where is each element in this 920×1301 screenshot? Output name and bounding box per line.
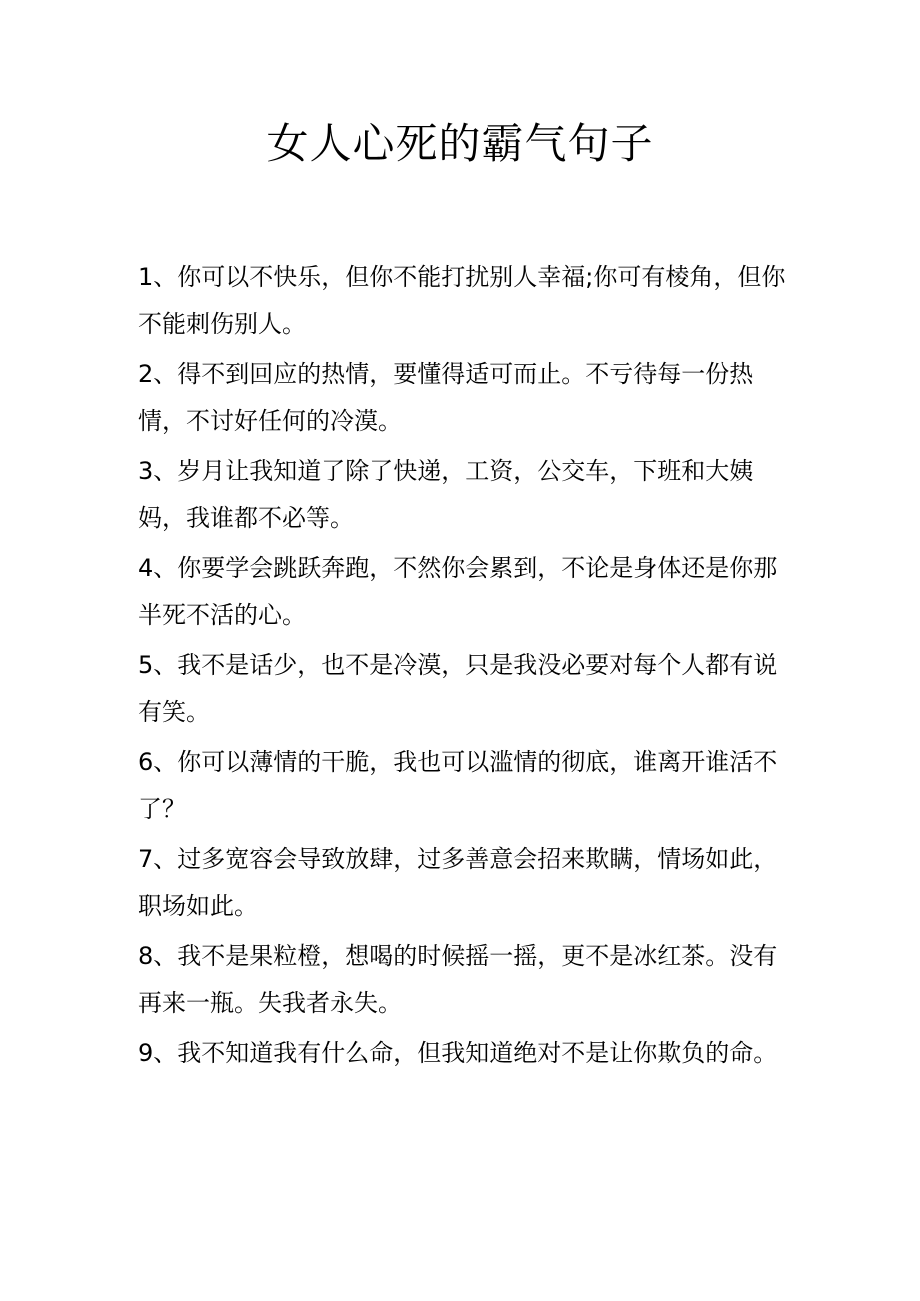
quote-item-8: 8、我不是果粒橙，想喝的时候摇一摇，更不是冰红茶。没有再来一瓶。失我者永失。 [138,942,778,1017]
quote-item-1: 1、你可以不快乐，但你不能打扰别人幸福;你可有棱角，但你不能刺伤别人。 [138,263,786,338]
document-title: 女人心死的霸气句子 [266,119,654,168]
quote-item-7: 7、过多宽容会导致放肆，过多善意会招来欺瞒，情场如此，职场如此。 [138,845,778,920]
quote-item-6: 6、你可以薄情的干脆，我也可以滥情的彻底，谁离开谁活不了？ [138,748,778,823]
quote-item-2: 2、得不到回应的热情，要懂得适可而止。不亏待每一份热情，不讨好任何的冷漠。 [138,360,754,435]
quote-item-5: 5、我不是话少，也不是冷漠，只是我没必要对每个人都有说有笑。 [138,651,778,726]
quote-item-3: 3、岁月让我知道了除了快递，工资，公交车，下班和大姨妈，我谁都不必等。 [138,457,754,532]
quote-item-9: 9、我不知道我有什么命，但我知道绝对不是让你欺负的命。 [138,1039,778,1067]
quote-list [138,254,788,1080]
quote-item-4: 4、你要学会跳跃奔跑，不然你会累到，不论是身体还是你那半死不活的心。 [138,554,778,629]
